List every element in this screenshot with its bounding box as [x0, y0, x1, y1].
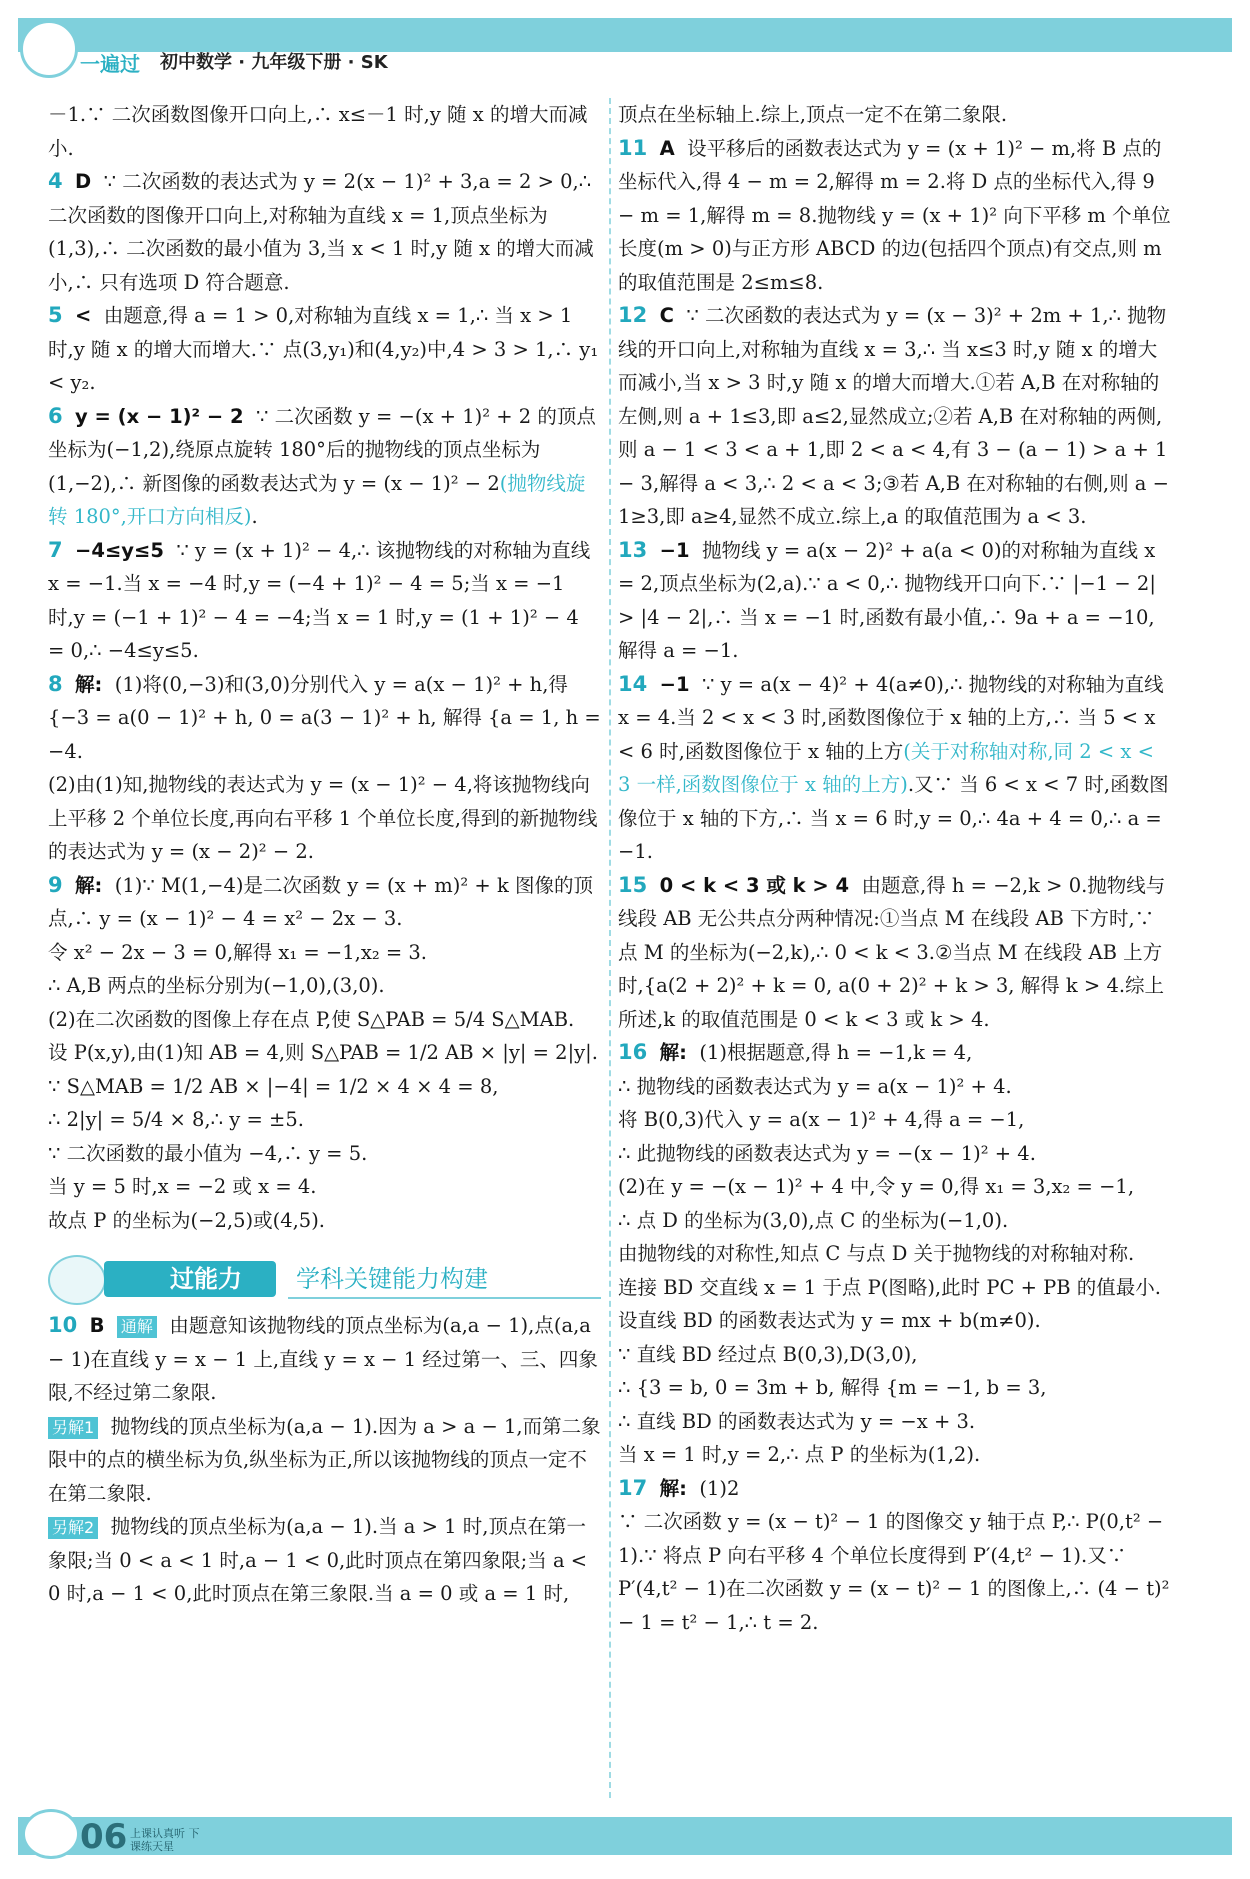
answer-item: [48, 668, 601, 869]
banner-underline: [288, 1297, 601, 1299]
explanation-text: (1)将(0,−3)和(3,0)分别代入 y = a(x − 1)² + h,得 {−3 = a(0 − 1)² + h, 0 = a(3 − 1)² + h, 解得 {a = 1, h = −4. (2)由(1)知,抛物线的表达式为 y = (x − 1)² − 4,将该抛物线向上平移 2 个单位长度,再向右平移 1 个单位长度,得到的新抛物线的表达式为 y = (x − 2)² − 2.: [48, 672, 601, 863]
explanation-text: 抛物线的顶点坐标为(a,a − 1).因为 a > a − 1,而第二象限中的点的横坐标为负,纵坐标为正,所以该抛物线的顶点一定不在第二象限.: [48, 1414, 601, 1505]
solution-tag: 另解2: [48, 1517, 98, 1539]
mascot-icon: [48, 1255, 106, 1305]
answer-item: [48, 1510, 601, 1611]
question-number: 15: [618, 872, 648, 897]
answer-key: 解:: [659, 1041, 687, 1064]
answer-key: A: [659, 136, 675, 160]
question-number: 6: [48, 403, 63, 428]
explanation-text: 抛物线 y = a(x − 2)² + a(a < 0)的对称轴为直线 x = 2,顶点坐标为(2,a).∵ a < 0,∴ 抛物线开口向下.∵ |−1 − 2| > |4 − 2|,∴ 当 x = −1 时,函数有最小值,∴ 9a + a = −10,解得 a = −1.: [618, 538, 1163, 662]
answer-key: B: [89, 1314, 105, 1337]
solution-tag: 通解: [117, 1316, 157, 1338]
page-number: 06: [80, 1817, 128, 1857]
banner-title: 过能力: [104, 1261, 276, 1297]
question-number: 4: [48, 169, 63, 193]
solution-tag: 另解1: [48, 1417, 98, 1439]
explanation-text: (1)2 ∵ 二次函数 y = (x − t)² − 1 的图像交 y 轴于点 P,∴ P(0,t² − 1).∵ 将点 P 向右平移 4 个单位长度得到 P′(4,t² − 1).又∵ P′(4,t² − 1)在二次函数 y = (x − t)² − 1 的图像上,∴ (4 − t)² − 1 = t² − 1,∴ t = 2.: [618, 1476, 1170, 1634]
footer-mascot-icon: [22, 1809, 80, 1859]
question-number: 10: [48, 1313, 78, 1337]
course-title: 初中数学 · 九年级下册 · SK: [160, 52, 388, 73]
question-number: 5: [48, 303, 63, 327]
answer-key: C: [659, 304, 674, 327]
hint-note: (抛物线旋转 180°,开口方向相反): [48, 471, 586, 528]
question-number: 7: [48, 537, 63, 562]
explanation-tail: .: [251, 505, 258, 528]
brand-logo-icon: [20, 20, 78, 78]
banner-subtitle: 学科关键能力构建: [296, 1265, 488, 1293]
footer-bar: [18, 1817, 1232, 1855]
explanation-text: 设平移后的函数表达式为 y = (x + 1)² − m,将 B 点的坐标代入,得 4 − m = 2,解得 m = 2.将 D 点的坐标代入,得 9 − m = 1,解得 m = 8.抛物线 y = (x + 1)² 向下平移 m 个单位长度(m > 0)与正方形 ABCD 的边(包括四个顶点)有交点,则 m 的取值范围是 2≤m≤8.: [618, 136, 1171, 294]
answer-item: [48, 534, 601, 668]
answer-item: [48, 98, 601, 165]
question-number: 17: [618, 1475, 648, 1500]
question-number: 14: [618, 671, 648, 696]
question-number: 8: [48, 671, 63, 696]
answer-item: [48, 165, 601, 299]
explanation-text: ∵ y = (x + 1)² − 4,∴ 该抛物线的对称轴为直线 x = −1.当 x = −4 时,y = (−4 + 1)² − 4 = 5;当 x = −1 时,y = (−1 + 1)² − 4 = −4;当 x = 1 时,y = (1 + 1)² − 4 = 0,∴ −4≤y≤5.: [48, 538, 597, 662]
right-column: [618, 98, 1176, 1639]
explanation-text: 顶点在坐标轴上.综上,顶点一定不在第二象限.: [618, 103, 1008, 126]
explanation-text: －1.∵ 二次函数图像开口向上,∴ x≤－1 时,y 随 x 的增大而减小.: [48, 103, 588, 160]
answer-key: −1: [659, 672, 690, 696]
answer-key: 解:: [75, 873, 103, 897]
explanation-text: 由题意知该抛物线的顶点坐标为(a,a − 1),点(a,a − 1)在直线 y = x − 1 上,直线 y = x − 1 经过第一、三、四象限,不经过第二象限.: [48, 1314, 598, 1404]
answer-key: 解:: [75, 672, 103, 696]
explanation-text: 由题意,得 a = 1 > 0,对称轴为直线 x = 1,∴ 当 x > 1 时,y 随 x 的增大而增大.∵ 点(3,y₁)和(4,y₂)中,4 > 3 > 1,∴ y₁ < y₂.: [48, 304, 605, 394]
answer-key: y = (x − 1)² − 2: [75, 404, 244, 428]
column-divider: [609, 98, 611, 1798]
answer-item: [618, 299, 1176, 534]
question-number: 11: [618, 135, 648, 160]
explanation-text: ∵ 二次函数 y = −(x + 1)² + 2 的顶点坐标为(−1,2),绕原点旋转 180°后的抛物线的顶点坐标为(1,−2),∴ 新图像的函数表达式为 y = (x − 1)² − 2: [48, 404, 596, 495]
question-number: 9: [48, 872, 63, 897]
question-number: 13: [618, 537, 648, 562]
explanation-text: ∵ y = a(x − 4)² + 4(a≠0),∴ 抛物线的对称轴为直线 x = 4.当 2 < x < 3 时,函数图像位于 x 轴的上方,∴ 当 5 < x < 6 时,函数图像位于 x 轴的上方: [618, 672, 1170, 763]
explanation-text: 由题意,得 h = −2,k > 0.抛物线与线段 AB 无公共点分两种情况:①当点 M 在线段 AB 下方时,∵ 点 M 的坐标为(−2,k),∴ 0 < k < 3.②当点 M 在线段 AB 上方时,{a(2 + 2)² + k = 0, a(0 + 2)² + k > 3, 解得 k > 4.综上所述,k 的取值范围是 0 < k < 3 或 k > 4.: [618, 873, 1166, 1031]
header-bar: [18, 18, 1232, 52]
explanation-text: 抛物线的顶点坐标为(a,a − 1).当 a > 1 时,顶点在第一象限;当 0 < a < 1 时,a − 1 < 0,此时顶点在第四象限;当 a < 0 时,a − 1 < 0,此时顶点在第三象限.当 a = 0 或 a = 1 时,: [48, 1515, 594, 1605]
footer-slogan: 上课认真听 下课练天星: [130, 1827, 200, 1853]
answer-item: [618, 668, 1171, 869]
question-number: 12: [618, 303, 648, 327]
answer-item: [48, 1309, 601, 1410]
answer-item: [48, 299, 605, 400]
answer-item: [48, 1410, 601, 1511]
answer-item: [618, 869, 1171, 1037]
answer-item: [48, 400, 601, 534]
answer-item: [618, 132, 1171, 300]
explanation-tail: .又∵ 当 6 < x < 7 时,函数图像位于 x 轴的下方,∴ 当 x = 6 时,y = 0,∴ 4a + 4 = 0,∴ a = −1.: [618, 773, 1169, 863]
explanation-text: (1)∵ M(1,−4)是二次函数 y = (x + m)² + k 图像的顶点,∴ y = (x − 1)² − 4 = x² − 2x − 3. 令 x² − 2x − 3 = 0,解得 x₁ = −1,x₂ = 3. ∴ A,B 两点的坐标分别为(−1,0),(3,0). (2)在二次函数的图像上存在点 P,使 S△PAB = 5/4 S△MAB. 设 P(x,y),由(1)知 AB = 4,则 S△PAB = 1/2 AB × |y| = 2|y|. ∵ S△MAB = 1/2 AB × |−4| = 1/2 × 4 × 4 = 8, ∴ 2|y| = 5/4 × 8,∴ y = ±5. ∵ 二次函数的最小值为 −4,∴ y = 5. 当 y = 5 时,x = −2 或 x = 4. 故点 P 的坐标为(−2,5)或(4,5).: [48, 873, 598, 1232]
explanation-text: (1)根据题意,得 h = −1,k = 4, ∴ 抛物线的函数表达式为 y = a(x − 1)² + 4. 将 B(0,3)代入 y = a(x − 1)² + 4,得 a = −1, ∴ 此抛物线的函数表达式为 y = −(x − 1)² + 4. (2)在 y = −(x − 1)² + 4 中,令 y = 0,得 x₁ = 3,x₂ = −1, ∴ 点 D 的坐标为(3,0),点 C 的坐标为(−1,0). 由抛物线的对称性,知点 C 与点 D 关于抛物线的对称轴对称. 连接 BD 交直线 x = 1 于点 P(图略),此时 PC + PB 的值最小. 设直线 BD 的函数表达式为 y = mx + b(m≠0). ∵ 直线 BD 经过点 B(0,3),D(3,0), ∴ {3 = b, 0 = 3m + b, 解得 {m = −1, b = 3, ∴ 直线 BD 的函数表达式为 y = −x + 3. 当 x = 1 时,y = 2,∴ 点 P 的坐标为(1,2).: [618, 1041, 1161, 1466]
answer-key: −1: [659, 538, 690, 562]
brand-name: 一遍过: [80, 52, 140, 76]
answer-item: [618, 534, 1171, 668]
answer-key: <: [75, 304, 92, 327]
answer-item: [48, 869, 601, 1238]
left-column: [48, 98, 605, 1611]
explanation-text: ∵ 二次函数的表达式为 y = (x − 3)² + 2m + 1,∴ 抛物线的开口向上,对称轴为直线 x = 3,∴ 当 x≤3 时,y 随 x 的增大而减小,当 x > 3 时,y 随 x 的增大而增大.①若 A,B 在对称轴的左侧,则 a + 1≤3,即 a≤2,显然成立;②若 A,B 在对称轴的两侧,则 a − 1 < 3 < a + 1,即 2 < a < 4,有 3 − (a − 1) > a + 1 − 3,解得 a < 3,∴ 2 < a < 3;③若 A,B 在对称轴的右侧,则 a − 1≥3,即 a≥4,显然不成立.综上,a 的取值范围为 a < 3.: [618, 304, 1176, 528]
answer-key: −4≤y≤5: [75, 538, 164, 562]
answer-key: 0 < k < 3 或 k > 4: [659, 873, 850, 897]
hint-note: (关于对称轴对称,同 2 < x < 3 一样,函数图像位于 x 轴的上方): [618, 739, 1161, 796]
answer-item: [618, 1472, 1171, 1640]
answer-key: 解:: [659, 1476, 687, 1500]
answer-item: [618, 98, 1171, 132]
explanation-text: ∵ 二次函数的表达式为 y = 2(x − 1)² + 3,a = 2 > 0,∴ 二次函数的图像开口向上,对称轴为直线 x = 1,顶点坐标为(1,3),∴ 二次函数的最小值为 3,当 x < 1 时,y 随 x 的增大而减小,∴ 只有选项 D 符合题意.: [48, 170, 598, 294]
answer-item: [618, 1036, 1171, 1472]
answer-key: D: [75, 170, 92, 193]
question-number: 16: [618, 1040, 648, 1064]
section-banner: [48, 1255, 601, 1301]
